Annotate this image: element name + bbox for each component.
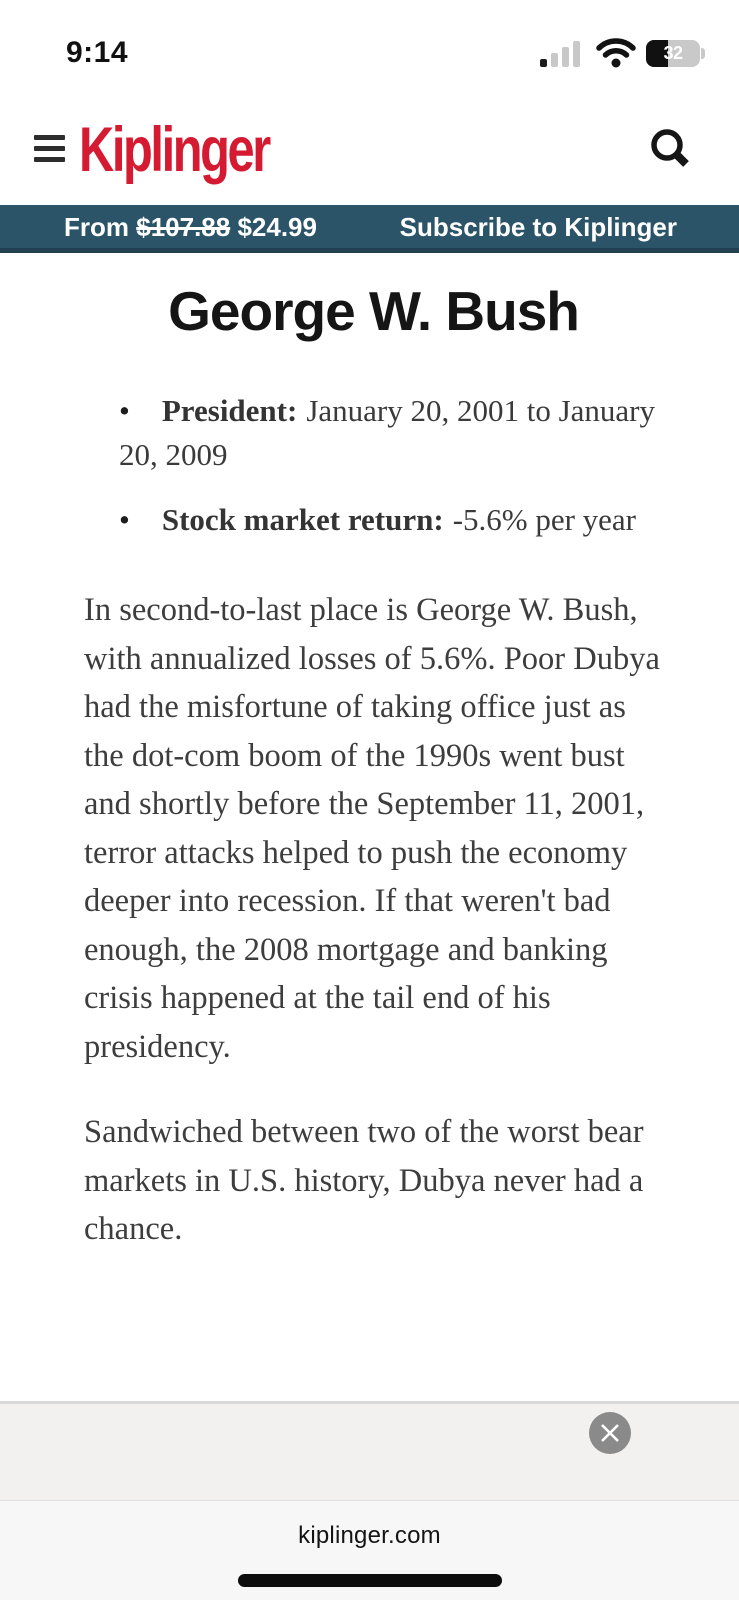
status-icons [538,38,705,69]
battery-icon [646,40,705,67]
url-bar[interactable]: kiplinger.com [298,1522,441,1549]
search-button[interactable] [647,126,693,172]
clock: 9:14 [66,36,129,69]
battery-cap [701,48,705,59]
fact-value: -5.6% per year [452,502,637,537]
cellular-signal-icon [538,38,586,69]
site-header [0,92,739,205]
browser-chrome [0,1501,739,1600]
article-content [0,253,739,1254]
wifi-icon [596,38,636,68]
page-title: George W. Bush [168,280,579,342]
battery-percent-label: 32 [663,42,683,63]
menu-icon[interactable] [34,135,65,162]
home-indicator[interactable] [238,1574,502,1587]
article-paragraph: In second-to-last place is George W. Bush, with annualized losses of 5.6%. Poor Dubya had the misfortune of taking office just as the dot-com boom of the 1990s went bust and shortly before the September 11, 2001, terror attacks helped to push the economy deeper into recession. If that weren't bad enough, the 2008 mortgage and banking crisis happened at the tail end of his presidency. [84,592,660,1065]
list-item [119,389,663,477]
promo-price [64,212,317,243]
article-paragraph: Sandwiched between two of the worst bear markets in U.S. history, Dubya never had a chance. [84,1114,644,1247]
fact-label: President: [161,393,298,428]
fact-label: Stock market return: [161,502,444,537]
search-icon [647,126,693,172]
promo-old-price: $107.88 [136,211,231,242]
subscribe-banner[interactable] [0,205,739,253]
promo-prefix: From [64,211,129,242]
status-bar [0,0,739,92]
ad-close-button[interactable] [589,1412,631,1454]
fact-list [119,389,663,542]
promo-new-price: $24.99 [237,211,317,242]
close-icon [599,1422,621,1444]
subscribe-link[interactable]: Subscribe to Kiplinger [399,211,677,242]
list-item [119,498,663,542]
fact-value: January 20, 2001 to January 20, 2009 [119,393,656,472]
kiplinger-logo[interactable]: Kiplinger [79,113,269,184]
ad-banner [0,1401,739,1501]
